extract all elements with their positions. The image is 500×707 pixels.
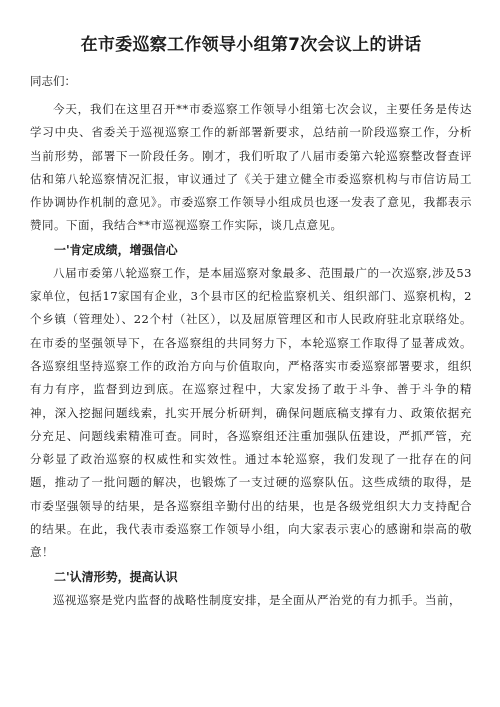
section-2-heading: 二'认清形势，提高认识 [54,569,178,584]
document-title: 在市委巡察工作领导小组第7次会议上的讲话 [80,35,422,55]
section-1-paragraph: 八届市委第八轮巡察工作，是本届巡察对象最多、范围最广的一次巡察,涉及53家单位，包括17家国有企业，3个县市区的纪检监察机关、组织部门、巡察机构，2个乡镇（管理处）、22个村（社区），以及屈原管理区和市人民政府驻北京联络处。在市委的坚强领导下，在各巡察组的共同努力下，本轮巡察工作取得了显著成效。各巡察组坚持巡察工作的政治方向与价值取向，严格落实市委巡察部署要求，组织有力有序，监督到边到底。在巡察过程中，大家发扬了敢于斗争、善于斗争的精神，深入挖掘问题线索，扎实开展分析研判，确保问题底稿支撑有力、政策依据充分充足、问题线索精准可查。同时，各巡察组还注重加强队伍建设，严抓严管，充分彰显了政治巡察的权威性和实效性。通过本轮巡察，我们发现了一批存在的问题，推动了一批问题的解决，也锻炼了一支过硬的巡察队伍。这些成绩的取得，是市委坚强领导的结果，是各巡察组辛勤付出的结果，也是各级党组织大力支持配合的结果。在此，我代表市委巡察工作领导小组，向大家表示衷心的感谢和崇高的敬意！ [30,265,472,560]
salutation: 同志们： [30,74,76,88]
intro-paragraph: 今天，我们在这里召开**市委巡察工作领导小组第七次会议，主要任务是传达学习中央、省委关于巡视巡察工作的新部署新要求，总结前一阶段巡察工作，分析当前形势，部署下一阶段任务。刚才，我们听取了八届市委第六轮巡察整改督查评估和第八轮巡察情况汇报，审议通过了《关于建立健全市委巡察机构与市信访局工作协调协作机制的意见》。市委巡察工作领导小组成员也逐一发表了意见，我都表示赞同。下面，我结合**市巡视巡察工作实际，谈几点意见。 [30,102,472,233]
section-1-heading: 一'肯定成绩，增强信心 [54,242,178,257]
section-2-paragraph: 巡视巡察是党内监督的战略性制度安排，是全面从严治党的有力抓手。当前， [53,592,461,607]
